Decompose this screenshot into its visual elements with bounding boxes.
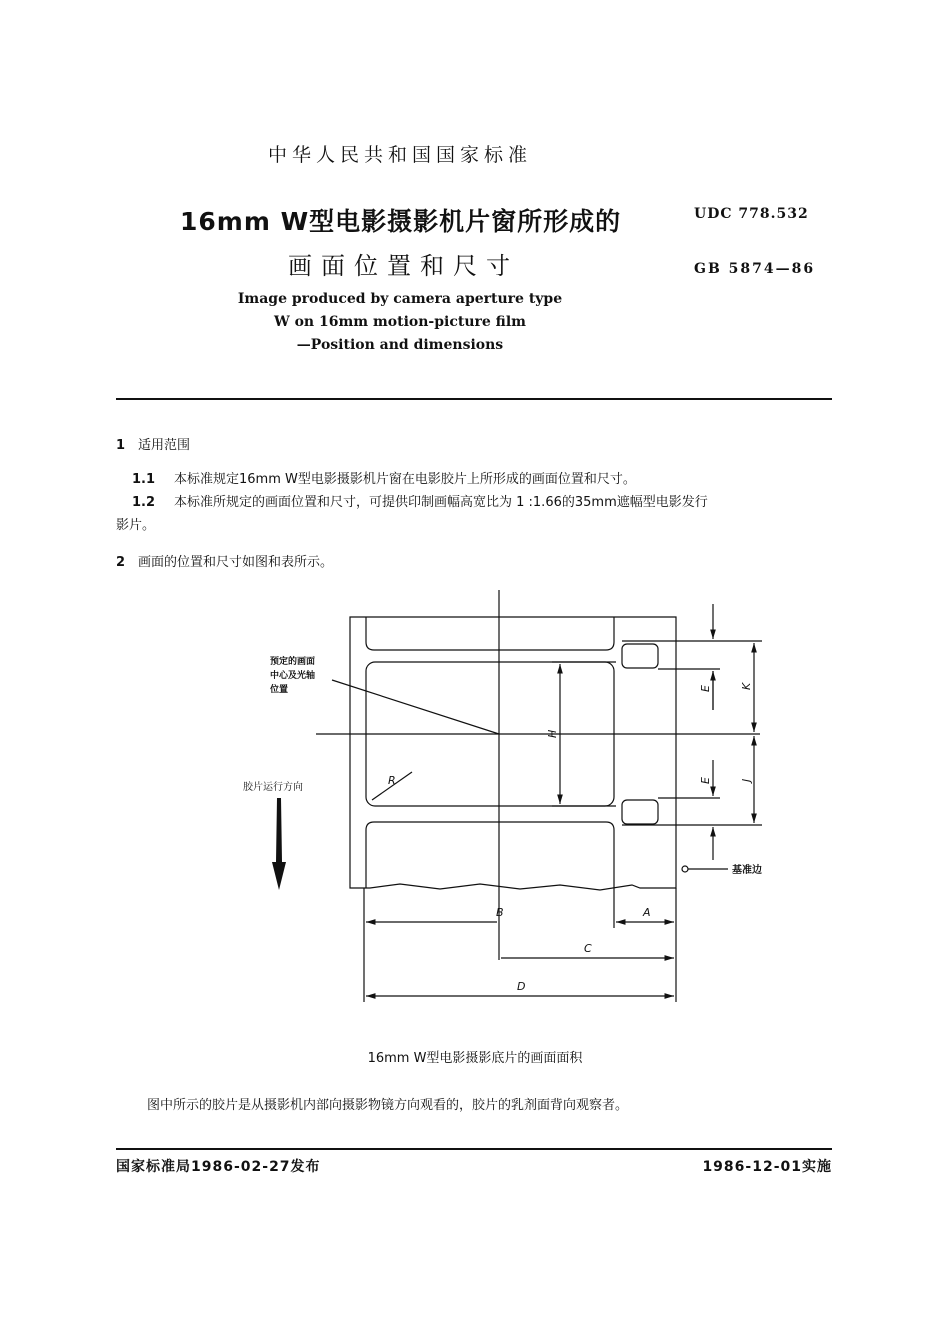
section-1-number: 1 — [116, 438, 126, 453]
footer-divider — [116, 1148, 832, 1150]
dimension-C-label: C — [584, 942, 592, 955]
perforation-top — [622, 644, 658, 668]
frame-bottom-partial — [366, 822, 614, 888]
dimension-E-bottom-label: E — [699, 777, 712, 784]
reference-edge-marker — [682, 866, 688, 872]
dimension-A-label: A — [643, 906, 651, 919]
english-title-line2: W on 16mm motion-picture film — [274, 314, 526, 330]
clause-1-2-number: 1.2 — [132, 495, 156, 510]
clause-1-2-continuation: 影片。 — [116, 518, 156, 533]
issue-date: 国家标准局1986-02-27发布 — [116, 1159, 321, 1175]
label-film-direction: 胶片运行方向 — [243, 782, 303, 793]
label-center-3: 位置 — [270, 685, 289, 695]
section-1-title: 适用范围 — [138, 438, 191, 453]
dimension-B-label: B — [496, 906, 504, 919]
dimension-D-label: D — [517, 980, 526, 993]
clause-1-2-text: 本标准所规定的画面位置和尺寸，可提供印制画幅高宽比为 1 :1.66的35mm遮幅型电影发行 — [174, 495, 708, 510]
udc-code: UDC 778.532 — [694, 206, 809, 222]
figure-note: 图中所示的胶片是从摄影机内部向摄影物镜方向观看的，胶片的乳剂面背向观察者。 — [147, 1098, 629, 1113]
document-title-line1: 16mm W型电影摄影机片窗所形成的 — [180, 207, 622, 236]
film-direction-arrow — [272, 798, 286, 890]
section-2-text: 画面的位置和尺寸如图和表所示。 — [138, 555, 334, 570]
effective-date: 1986-12-01实施 — [702, 1159, 832, 1175]
label-center-2: 中心及光轴 — [270, 671, 316, 681]
dimension-R-label: R — [388, 774, 396, 787]
film-strip-outline — [350, 617, 676, 890]
frame-top-partial — [366, 617, 614, 650]
dimension-J-label: J — [740, 778, 753, 782]
national-standard-heading: 中华人民共和国国家标准 — [267, 144, 532, 166]
english-title-line3: —Position and dimensions — [296, 337, 504, 353]
label-center-1: 预定的画面 — [270, 657, 316, 667]
gb-code: GB 5874—86 — [694, 261, 816, 277]
center-leader-line — [332, 680, 499, 734]
perforation-bottom — [622, 800, 658, 824]
dimension-K-label: K — [740, 682, 753, 690]
label-reference-edge: 基准边 — [732, 865, 762, 876]
dimension-H-label: H — [546, 729, 559, 738]
english-title-line1: Image produced by camera aperture type — [237, 291, 563, 307]
dimension-E-top-label: E — [699, 685, 712, 692]
clause-1-1-text: 本标准规定16mm W型电影摄影机片窗在电影胶片上所形成的画面位置和尺寸。 — [174, 472, 636, 487]
figure-caption: 16mm W型电影摄影底片的画面面积 — [367, 1051, 583, 1066]
document-title-line2: 画面位置和尺寸 — [288, 252, 519, 280]
clause-1-1-number: 1.1 — [132, 472, 156, 487]
section-2-number: 2 — [116, 555, 126, 570]
